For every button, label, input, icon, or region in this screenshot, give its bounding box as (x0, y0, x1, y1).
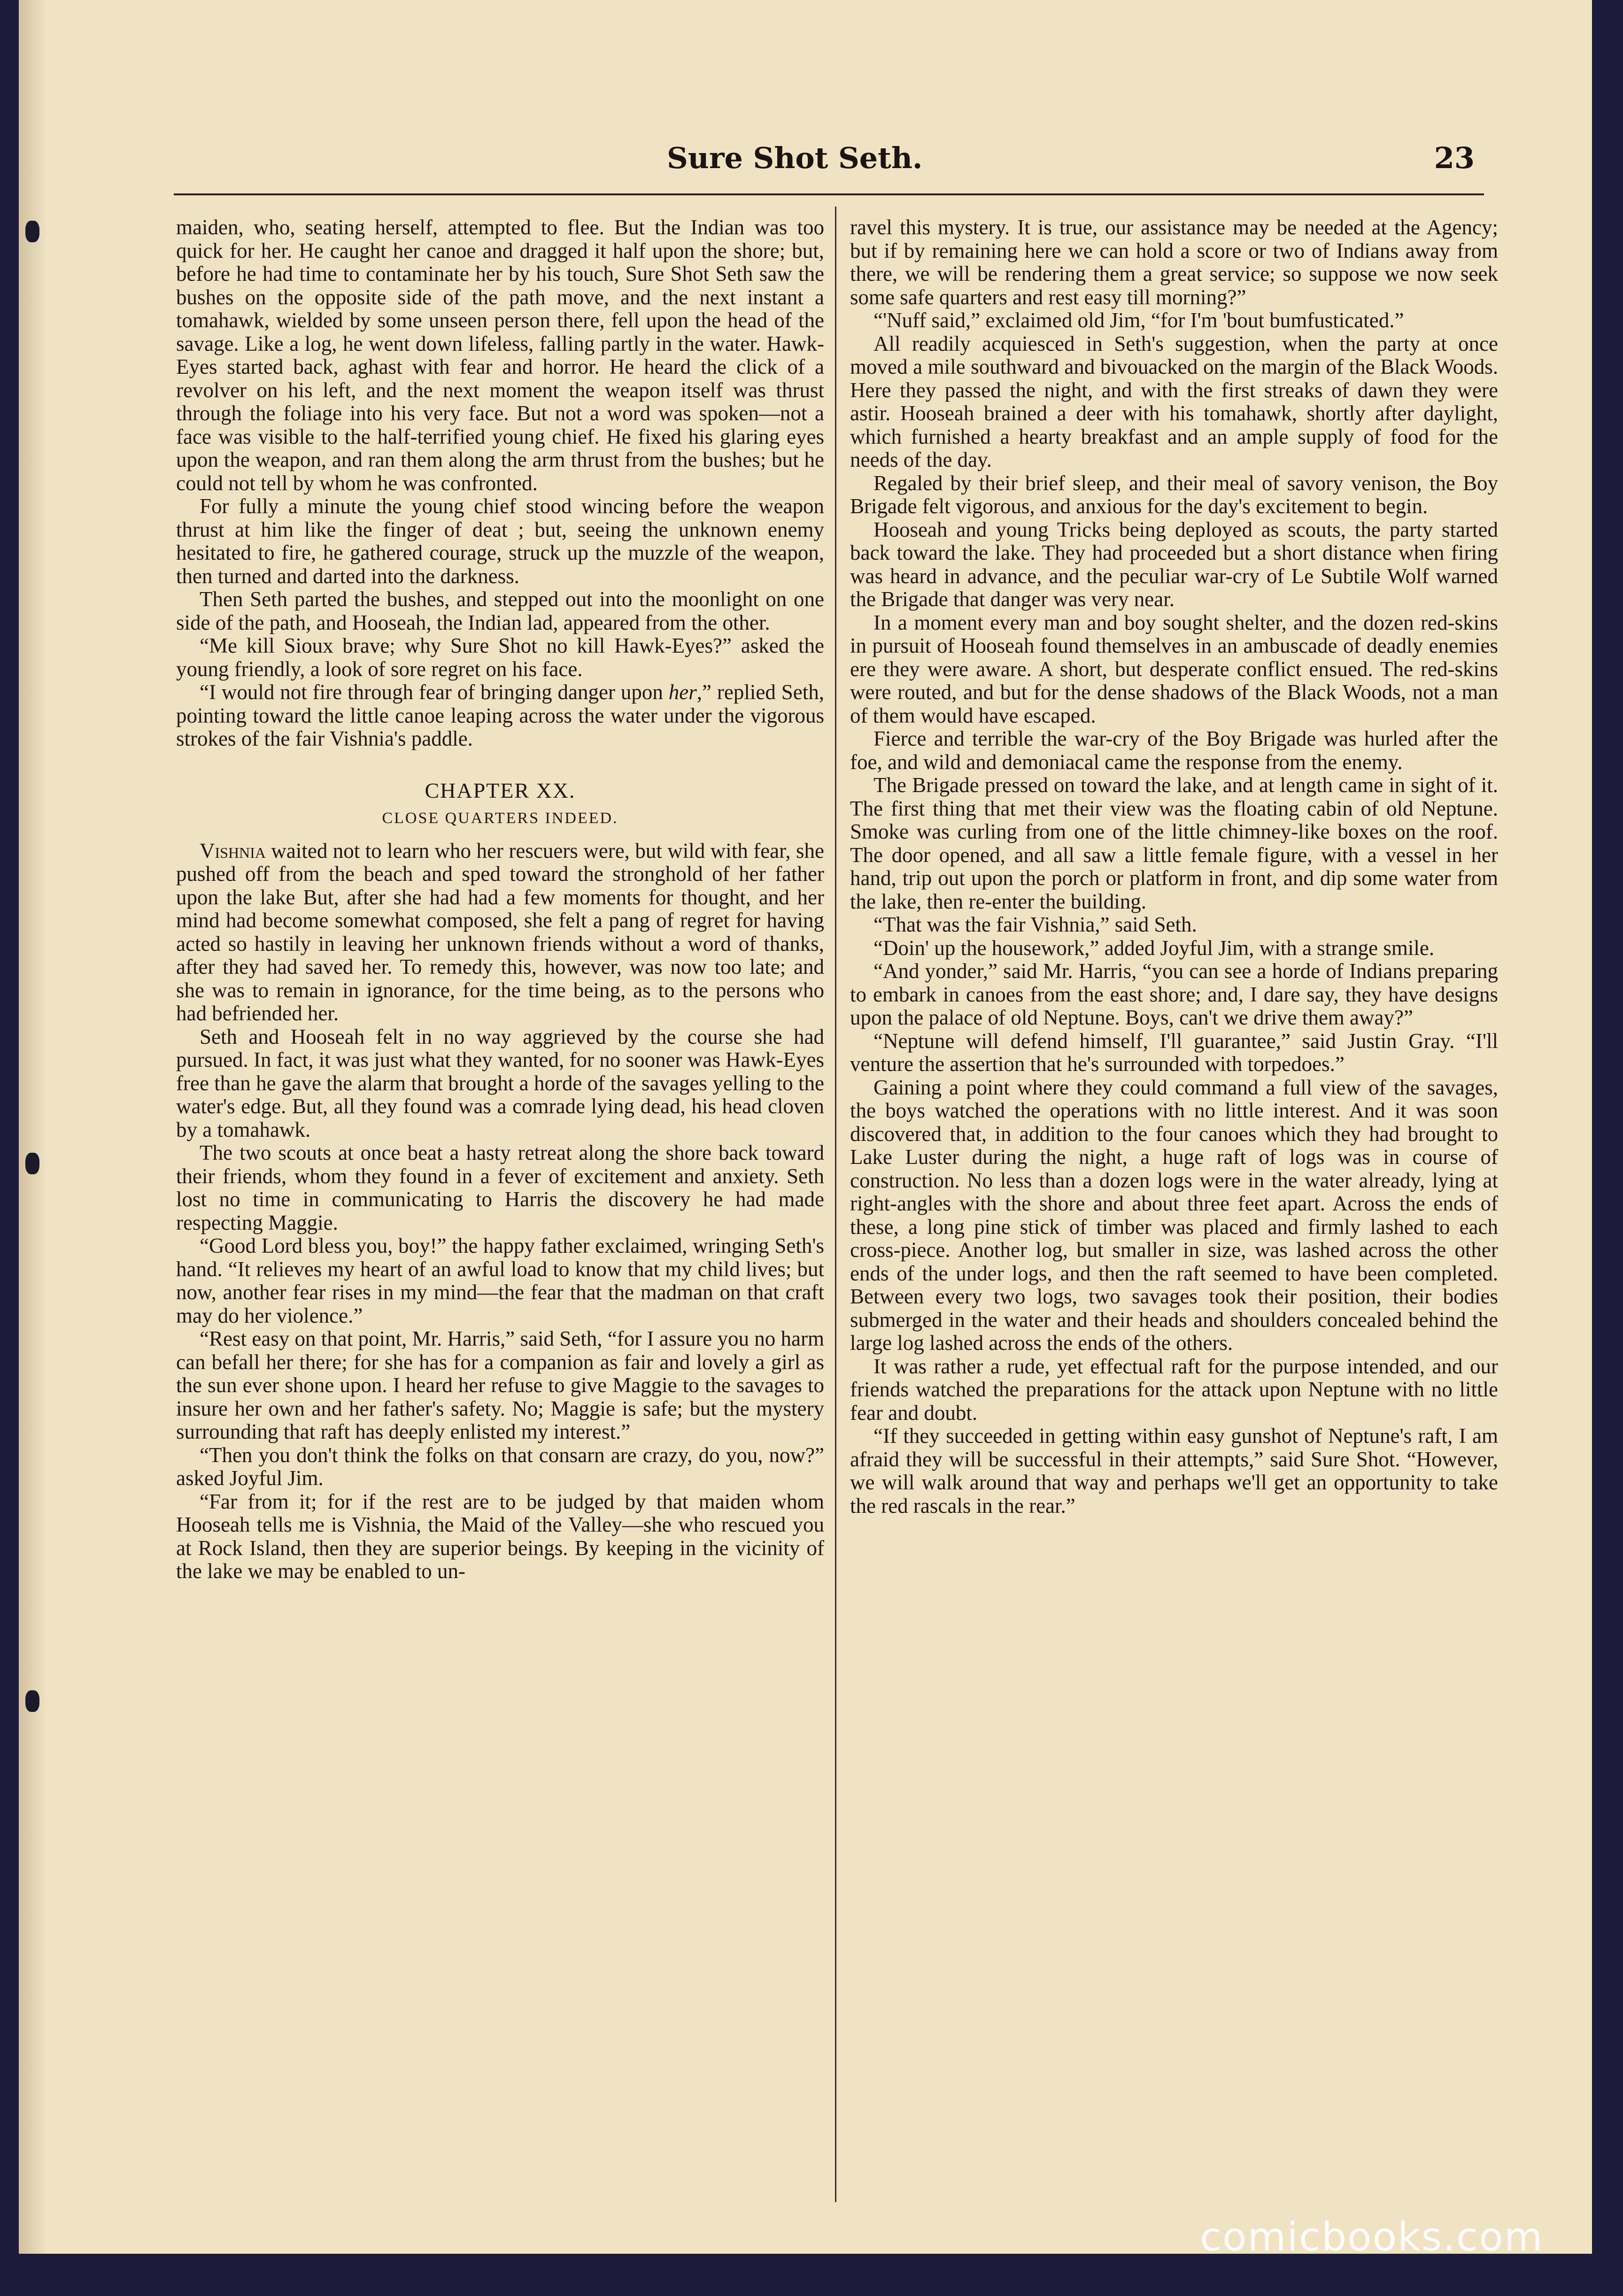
paragraph: Fierce and terrible the war-cry of the Boy Brigade was hurled after the foe, and wild and demoniacal came the response from the enemy. (850, 727, 1498, 774)
left-column (176, 216, 824, 1583)
page-number: 23 (1434, 141, 1475, 175)
running-head-title: Sure Shot Seth. (667, 141, 923, 175)
emphasis-text: her (668, 680, 697, 704)
paragraph: Regaled by their brief sleep, and their meal of savory venison, the Boy Brigade felt vigorous, and anxious for the day's excitement to begin. (850, 471, 1498, 518)
paragraph: Then Seth parted the bushes, and stepped out into the moonlight on one side of the path, and Hooseah, the Indian lad, appeared from the other. (176, 587, 824, 634)
chapter-title: CHAPTER XX. (425, 778, 576, 802)
paragraph-text: “I would not fire through fear of bringing danger upon (200, 680, 669, 704)
header-rule (174, 193, 1484, 195)
paragraph: Hooseah and young Tricks being deployed as scouts, the party started back toward the lake. They had proceeded but a short distance when firing was heard in advance, and the peculiar war-cry of Le Subtile Wolf warned the Brigade that danger was very near. (850, 517, 1498, 611)
paragraph: “'Nuff said,” exclaimed old Jim, “for I'm 'bout bumfusticated.” (873, 308, 1404, 332)
chapter-opening-word: Vishnia (200, 839, 266, 863)
chapter-subtitle: CLOSE QUARTERS INDEED. (382, 809, 618, 827)
paragraph: Seth and Hooseah felt in no way aggrieved by the course she had pursued. In fact, it was just what they wanted, for no sooner was Hawk-Eyes free than he gave the alarm that brought a horde of the savages yelling to the water's edge. But, all they found was a comrade lying dead, his head cloven by a tomahawk. (176, 1025, 824, 1141)
paragraph (176, 840, 824, 1025)
paragraph: For fully a minute the young chief stood wincing before the weapon thrust at him like the finger of deat ; but, seeing the unknown enemy hesitated to fire, he gathered courage, struck up the muzzle of the weapon, then turned and darted into the darkness. (176, 494, 824, 588)
paragraph: All readily acquiesced in Seth's suggestion, when the party at once moved a mile southward and bivouacked on the margin of the Black Woods. Here they passed the night, and with the first streaks of dawn they were astir. Hooseah brained a deer with his tomahawk, shortly after daylight, which furnished a hearty breakfast and an ample supply of food for the needs of the day. (850, 331, 1498, 471)
source-watermark: comicbooks.com (1200, 2214, 1544, 2260)
paragraph: “Far from it; for if the rest are to be judged by that maiden whom Hooseah tells me is Vishnia, the Maid of the Valley—she who rescued you at Rock Island, then they are superior beings. By keeping in the vicinity of the lake we may be enabled to un- (176, 1489, 824, 1583)
binding-staple (25, 1153, 39, 1174)
paragraph: “And yonder,” said Mr. Harris, “you can see a horde of Indians preparing to embark in canoes from the east shore; and, I dare say, they have designs upon the palace of old Neptune. Boys, can't we drive them away?” (850, 959, 1498, 1029)
paragraph: It was rather a rude, yet effectual raft for the purpose intended, and our friends watched the preparations for the attack upon Neptune with no little fear and doubt. (850, 1354, 1498, 1425)
paragraph (176, 681, 824, 751)
paragraph: “Rest easy on that point, Mr. Harris,” said Seth, “for I assure you no harm can befall her there; for she has for a companion as fair and lovely a girl as the sun ever shone upon. I heard her refuse to give Maggie to the savages to insure her own and her father's safety. No; Maggie is safe; but the mystery surrounding that raft has deeply enlisted my interest.” (176, 1327, 824, 1443)
paragraph: “Doin' up the housework,” added Joyful Jim, with a strange smile. (873, 936, 1435, 960)
book-page (19, 0, 1592, 2254)
paragraph: ravel this mystery. It is true, our assistance may be needed at the Agency; but if by remaining here we can hold a score or two of Indians away from there, we will be rendering them a great service; so suppose we now seek some safe quarters and rest easy till morning?” (850, 216, 1498, 309)
paragraph: The Brigade pressed on toward the lake, and at length came in sight of it. The first thing that met their view was the floating cabin of old Neptune. Smoke was curling from one of the little chimney-like boxes on the roof. The door opened, and all saw a little female figure, with a vessel in her hand, trip out upon the porch or platform in front, and dip some water from the lake, then re-enter the building. (850, 773, 1498, 913)
paragraph-text: ,” replied Seth, pointing toward the little canoe leaping across the water under the vigorous strokes of the fair Vishnia's paddle. (176, 680, 824, 750)
paragraph: “Then you don't think the folks on that consarn are crazy, do you, now?” asked Joyful Jim. (176, 1443, 824, 1490)
paragraph: “Neptune will defend himself, I'll guarantee,” said Justin Gray. “I'll venture the assertion that he's surrounded with torpedoes.” (850, 1029, 1498, 1076)
paragraph: “Good Lord bless you, boy!” the happy father exclaimed, wringing Seth's hand. “It relieves my heart of an awful load to know that my child lives; but now, another fear rises in my mind—the fear that the madman on that craft may do her violence.” (176, 1234, 824, 1327)
paragraph: Gaining a point where they could command a full view of the savages, the boys watched the operations with no little interest. And it was soon discovered that, in addition to the four canoes which they had brought to Lake Luster during the night, a huge raft of logs was in course of construction. No less than a dozen logs were in the water already, lying at right-angles with the shore and about three feet apart. Across the ends of these, a long pine stick of timber was placed and firmly lashed to each cross-piece. Another log, but smaller in size, was lashed across the other ends of the under logs, and then the raft seemed to have been completed. Between every two logs, two savages took their position, their bodies submerged in the water and their heads and shoulders concealed behind the large log lashed across the ends of the others. (850, 1075, 1498, 1355)
paragraph-text: waited not to learn who her rescuers were, but wild with fear, she pushed off from the beach and sped toward the stronghold of her father upon the lake But, after she had had a few moments for thought, and her mind had become somewhat composed, she felt a pang of regret for having acted so hastily in leaving her unknown friends without a word of thanks, after they had saved her. To remedy this, however, was now too late; and she was to remain in ignorance, for the time being, as to the persons who had befriended her. (176, 839, 824, 1025)
paragraph: maiden, who, seating herself, attempted to flee. But the Indian was too quick for her. He caught her canoe and dragged it half upon the shore; but, before he had time to contaminate her by his touch, Sure Shot Seth saw the bushes on the opposite side of the path move, and the next instant a tomahawk, wielded by some unseen person there, fell upon the head of the savage. Like a log, he went down lifeless, falling partly in the water. Hawk-Eyes started back, aghast with fear and horror. He heard the click of a revolver on his left, and the next moment the weapon itself was thrust through the foliage into his very face. But not a word was spoken—not a face was visible to the half-terrified young chief. He fixed his glaring eyes upon the weapon, and ran them along the arm thrust from the bushes; but he could not tell by whom he was confronted. (176, 216, 824, 495)
binding-staple (25, 221, 39, 242)
column-divider (835, 207, 836, 2202)
right-column (850, 216, 1498, 1518)
paragraph: “That was the fair Vishnia,” said Seth. (873, 913, 1197, 936)
paragraph: The two scouts at once beat a hasty retreat along the shore back toward their friends, whom they found in a fever of excitement and anxiety. Seth lost no time in communicating to Harris the discovery he had made respecting Maggie. (176, 1141, 824, 1234)
paragraph: In a moment every man and boy sought shelter, and the dozen red-skins in pursuit of Hooseah found themselves in an ambuscade of deadly enemies ere they were aware. A short, but desperate conflict ensued. The red-skins were routed, and but for the dense shadows of the Black Woods, not a man of them would have escaped. (850, 610, 1498, 727)
paragraph: “If they succeeded in getting within easy gunshot of Neptune's raft, I am afraid they will be successful in their attempts,” said Sure Shot. “However, we will walk around that way and perhaps we'll get an opportunity to take the red rascals in the rear.” (850, 1424, 1498, 1518)
binding-staple (25, 1690, 39, 1712)
paragraph: “Me kill Sioux brave; why Sure Shot no kill Hawk-Eyes?” asked the young friendly, a look of sore regret on his face. (176, 634, 824, 681)
